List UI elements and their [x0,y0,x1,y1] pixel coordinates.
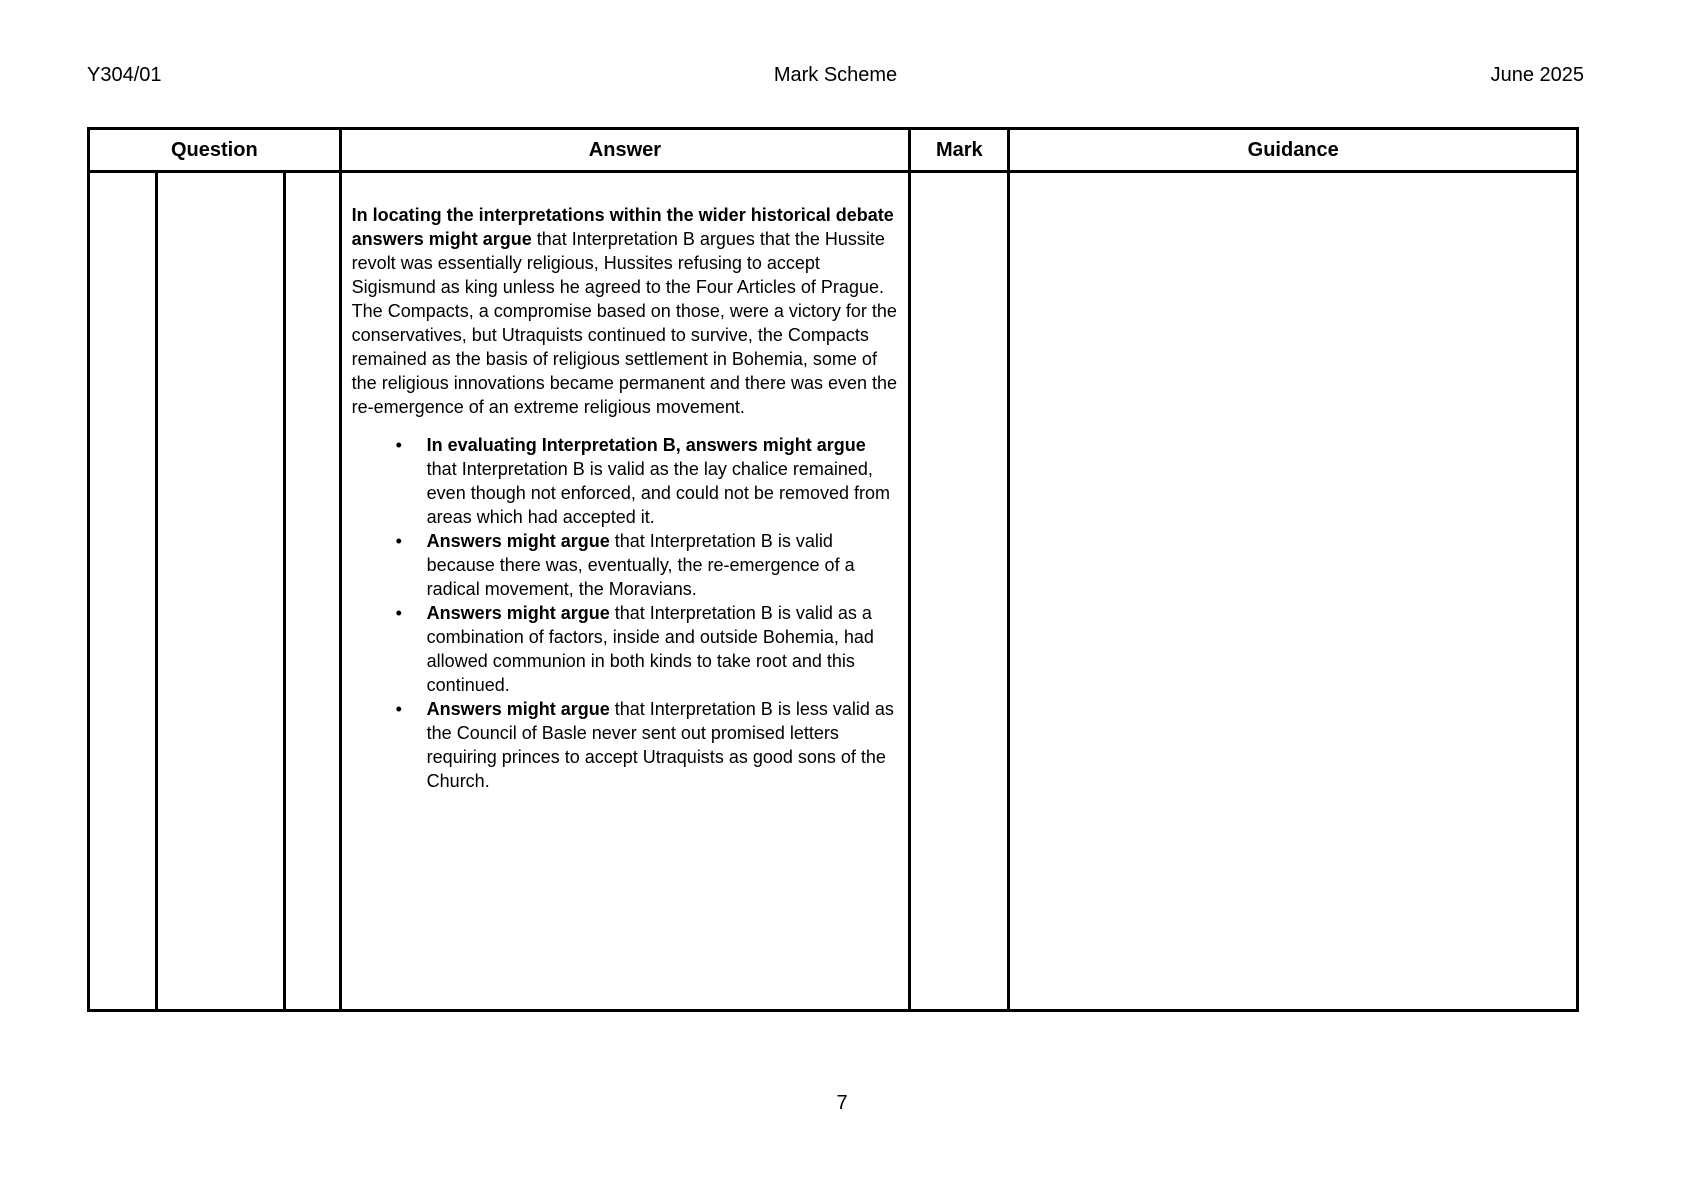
answer-bullet [352,601,899,697]
bullet-body: that Interpretation B is valid as a combination of factors, inside and outside Bohemia, had allowed communion in both kinds to take root and this continued. [426,603,874,695]
answer-paragraph-body: that Interpretation B argues that the Hussite revolt was essentially religious, Hussites refusing to accept Sigismund as king unless he agreed to the Four Articles of Prague. The Compacts, a compromise based on those, were a victory for the conservatives, but Utraquists continued to survive, the Compacts remained as the basis of religious settlement in Bohemia, some of the religious innovations became permanent and there was even the re-emergence of an extreme religious movement. [351,229,898,417]
question-part-cell [284,172,340,1011]
bullet-lead: Answers might argue [426,699,610,719]
answer-bullet [352,697,899,793]
answer-bullet [352,433,899,529]
bullet-body: that Interpretation B is valid as the lay chalice remained, even though not enforced, and could not be removed from areas which had accepted it. [426,459,890,527]
mark-cell [910,172,1009,1011]
mark-column-header: Mark [910,129,1009,172]
bullet-lead: In evaluating Interpretation B, answers might argue [426,435,866,455]
bullet-body: that Interpretation B is less valid as the Council of Basle never sent out promised letters requiring princes to accept Utraquists as good sons of the Church. [426,699,894,791]
question-column-header: Question [89,129,341,172]
table-header-row [89,129,1578,172]
answer-paragraph [352,203,899,419]
document-header [87,64,1584,87]
bullet-body: that Interpretation B is valid because there was, eventually, the re-emergence of a radical movement, the Moravians. [426,531,855,599]
guidance-column-header: Guidance [1009,129,1578,172]
answer-column-header: Answer [340,129,910,172]
guidance-cell [1009,172,1578,1011]
table-row [89,172,1578,1011]
session-date: June 2025 [1490,64,1584,86]
question-number-cell [89,172,157,1011]
mark-scheme-table [87,127,1579,1012]
bullet-lead: Answers might argue [426,603,610,623]
question-sub-cell [157,172,284,1011]
answer-paragraph-lead: In locating the interpretations within the wider historical debate answers might argue [351,205,894,249]
answer-cell [340,172,910,1011]
paper-code: Y304/01 [87,64,162,86]
answer-bullet [352,529,899,601]
answer-bullet-list [352,433,899,793]
page-number: 7 [836,1092,848,1114]
bullet-lead: Answers might argue [426,531,610,551]
document-title: Mark Scheme [773,64,898,86]
